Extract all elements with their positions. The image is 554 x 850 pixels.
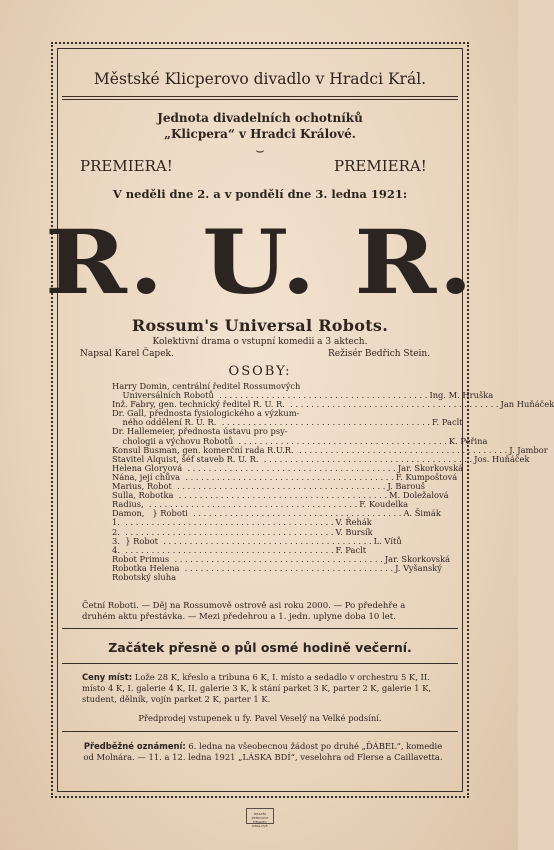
cast-actor: F. Paclt xyxy=(335,544,367,555)
prices-label: Ceny míst: xyxy=(82,672,133,682)
announcement-block xyxy=(82,741,444,763)
cast-actor: Jar. Skorkovská xyxy=(397,462,464,473)
cast-actor: F. Paclt xyxy=(432,417,463,428)
cast-actor: J. Barouš xyxy=(387,481,426,492)
troupe-line-1: Jednota divadelních ochotníků xyxy=(157,111,363,125)
cast-role: Marius, Robot . . . . . . . . . . . . . . . . . . . . . . . . . . . . . . . . . . . . . . . . xyxy=(112,481,386,492)
cast-role: 4. . . . . . . . . . . . . . . . . . . . . . . . . . . . . . . . . . . . . . . . . xyxy=(112,544,334,555)
cast-actor: V. Bursík xyxy=(335,526,373,537)
cast-role: 2. . . . . . . . . . . . . . . . . . . . . . . . . . . . . . . . . . . . . . . . . xyxy=(112,526,334,537)
cast-role: Universálních Robotů . . . . . . . . . . . . . . . . . . . . . . . . . . . . . . . . . . . . . . . . xyxy=(112,390,428,401)
cast-role: Robot Primus . . . . . . . . . . . . . . . . . . . . . . . . . . . . . . . . . . . . . . . . xyxy=(112,553,383,564)
cast-role: Dr. Gall, přednosta fysiologického a výzkum- xyxy=(112,408,300,419)
cast-role: 1. . . . . . . . . . . . . . . . . . . . . . . . . . . . . . . . . . . . . . . . . xyxy=(112,517,334,528)
prices-block xyxy=(82,672,444,705)
presale-note: Předprodej vstupenek u fy. Pavel Veselý na Velké podsíní. xyxy=(138,713,382,723)
announce-label: Předběžné oznámení: xyxy=(83,741,186,751)
theatre-name: Městské Klicperovo divadlo v Hradci Král. xyxy=(93,70,427,88)
performance-dates: V neděli dne 2. a v pondělí dne 3. ledna 1921: xyxy=(112,187,408,201)
cast-actor: Ing. M. Hruška xyxy=(429,390,494,401)
cast-actor: A. Šimák xyxy=(403,508,441,519)
cast-row xyxy=(112,573,442,582)
cast-role: Robotský sluha xyxy=(112,571,177,582)
cast-actor: Jan Huňáček xyxy=(500,399,554,410)
cast-role: Robotka Helena . . . . . . . . . . . . . . . . . . . . . . . . . . . . . . . . . . . . . . . . xyxy=(112,562,394,573)
cast-actor: V. Řehák xyxy=(335,517,372,528)
cast-actor: Jos. Huňáček xyxy=(474,453,530,464)
announce-text: 6. ledna na všeobecnou žádost po druhé „ĎÁBEL“, komedie od Molnára. — 11. a 12. ledna 1921 „LÁSKA BDÍ“, veselohra od Flerse a Caillavetta. xyxy=(83,741,443,762)
cast-role: Helena Gloryová . . . . . . . . . . . . . . . . . . . . . . . . . . . . . . . . . . . . . . . . xyxy=(112,462,396,473)
cast-role: Stavitel Alquist, šéf staveb R. U. R. . . . . . . . . . . . . . . . . . . . . . . . . . . . . . . . . . . . . . . . . xyxy=(112,453,473,464)
cast-role: Dr. Hallemeier, přednosta ústavu pro psy- xyxy=(112,426,288,437)
divider xyxy=(62,99,458,100)
divider xyxy=(62,628,458,629)
cast-list xyxy=(112,381,554,582)
play-subtitle: Rossum's Universal Robots. xyxy=(131,316,389,335)
divider xyxy=(62,96,458,97)
prices-text: Lože 28 K, křeslo a tribuna 6 K, I. místo a sedadlo v orchestru 5 K, II. místo 4 K, I. galerie 4 K, II. galerie 3 K, k stání parket 3 K, parter 2 K, galerie 1 K, student, dělník, vojín parket 2 K, parter 1 K. xyxy=(82,672,432,704)
cast-actor: M. Doležalová xyxy=(389,490,449,501)
cast-actor: L. Vítů xyxy=(373,535,402,546)
premiera-right: PREMIERA! xyxy=(334,157,427,175)
setting-note: Četní Roboti. — Děj na Rossumově ostrově asi roku 2000. — Po předehře a druhém aktu přestávka. — Mezi předehrou a 1. jedn. uplyne doba 10 let. xyxy=(82,601,406,622)
cast-actor: K. Peřina xyxy=(448,435,488,446)
cast-role: Sulla, Robotka . . . . . . . . . . . . . . . . . . . . . . . . . . . . . . . . . . . . . . . . xyxy=(112,490,388,501)
troupe-line-2: „Klicpera“ v Hradci Králové. xyxy=(164,127,356,141)
divider xyxy=(62,731,458,732)
cast-actor: J. Jambor xyxy=(509,444,548,455)
genre-line: Kolektivní drama o vstupní komedii a 3 aktech. xyxy=(152,337,368,347)
play-title: R. U. R. xyxy=(44,210,476,314)
cast-actor: J. Vyšanský xyxy=(395,562,442,573)
cast-actor: Jar. Skorkovská xyxy=(384,553,451,564)
cast-role: Inž. Fabry, gen. technický ředitel R. U. R. . . . . . . . . . . . . . . . . . . . . . . . . . . . . . . . . . . . . . . . . xyxy=(112,399,499,410)
premiera-left: PREMIERA! xyxy=(80,157,173,175)
cast-heading: OSOBY: xyxy=(228,364,292,379)
cast-role: 3. } Robot . . . . . . . . . . . . . . . . . . . . . . . . . . . . . . . . . . . . . . . . xyxy=(112,535,372,546)
cast-role: Konsul Busman, gen. komerční rada R.U.R. . . . . . . . . . . . . . . . . . . . . . . . . . . . . . . . . . . . . . . . . xyxy=(112,444,508,455)
start-time: Začátek přesně o půl osmé hodině večerní. xyxy=(108,640,412,655)
cast-actor: F. Kumpoštová xyxy=(395,471,458,482)
cast-role: Damon, } Roboti . . . . . . . . . . . . . . . . . . . . . . . . . . . . . . . . . . . . . . . . xyxy=(112,508,402,519)
director: Režisér Bedřich Stein. xyxy=(328,349,431,359)
author: Napsal Karel Čapek. xyxy=(80,349,174,359)
cast-role: ného oddělení R. U. R. . . . . . . . . . . . . . . . . . . . . . . . . . . . . . . . . . . . . . . . . xyxy=(112,417,431,428)
cast-role: Harry Domin, centrální ředitel Rossumových xyxy=(112,381,301,391)
divider xyxy=(62,663,458,664)
cast-role: Nána, její chůva . . . . . . . . . . . . . . . . . . . . . . . . . . . . . . . . . . . . . . . . xyxy=(112,471,394,482)
ornament-icon: ⌣ xyxy=(255,143,265,159)
printer-stamp: BRATŘI PEŘINOVÉ HRADEC KRÁLOVÉ xyxy=(246,808,274,824)
cast-role: Radius, . . . . . . . . . . . . . . . . . . . . . . . . . . . . . . . . . . . . . . . . xyxy=(112,499,358,510)
cast-actor: F. Koudelka xyxy=(359,499,409,510)
cast-role: chologii a výchovu Robotů . . . . . . . . . . . . . . . . . . . . . . . . . . . . . . . . . . . . . . . . xyxy=(112,435,447,446)
